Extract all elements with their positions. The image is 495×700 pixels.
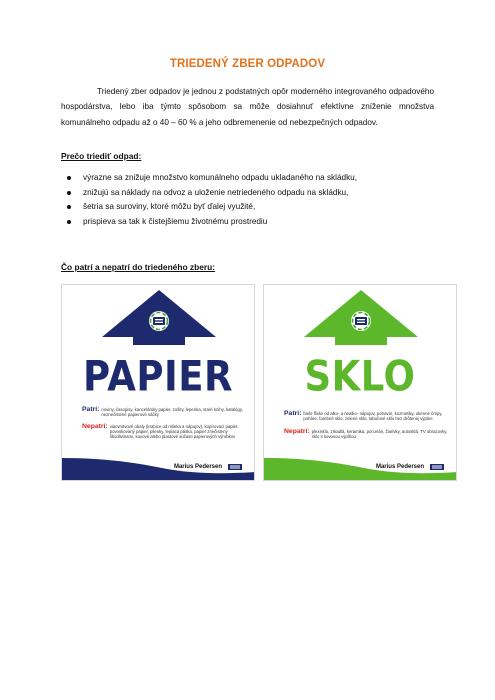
nepatri-block: [284, 428, 448, 439]
footer-band: [264, 450, 457, 480]
brand-name: Marius Pedersen: [375, 464, 424, 470]
patri-label: Patrí:: [284, 410, 302, 417]
sklo-sticker: [263, 284, 457, 481]
up-arrow-icon: [264, 285, 457, 349]
up-arrow-icon: [62, 285, 255, 349]
nepatri-text: plexisklo, zrkadlá, keramika, porcelán, žiarivky, autosklá, TV obrazovky, sklo s kovovou výplňou: [311, 429, 448, 439]
papier-title: PAPIER: [82, 352, 233, 401]
papier-sticker: [61, 284, 255, 481]
list-item: výrazne sa znižuje množstvo komunálneho odpadu ukladaného na skládku,: [61, 171, 357, 186]
brand-logo-icon: [430, 464, 444, 470]
list-item: šetria sa suroviny, ktoré môžu byť ďalej využité,: [61, 200, 357, 215]
patri-block: [284, 410, 448, 421]
document-title: TRIEDENÝ ZBER ODPADOV: [169, 58, 326, 70]
reasons-list: [61, 171, 357, 229]
list-item: prispieva sa tak k čistejšiemu životnému prostrediu: [61, 215, 357, 230]
patri-text: noviny, časopisy, kancelársky papier, zošity, lepenka, staré knihy, katalógy, neznečistené papierové sáčky: [101, 407, 243, 417]
brand-logo-icon: [228, 464, 242, 470]
intro-paragraph: Triedený zber odpadov je jednou z podstatných opôr moderného integrovaného odpadového hospodárstva, lebo iba týmto spôsobom sa môže dosiahnuť efektívne zníženie množstva komunálneho odpadu až o 40 – 60 % a jeho odbremenenie od nebezpečných odpadov.: [61, 87, 434, 127]
belongs-heading: Čo patrí a nepatrí do triedeného zberu:: [61, 262, 216, 272]
reasons-heading: Prečo triediť odpad:: [61, 151, 142, 161]
list-item: znižujú sa náklady na odvoz a uloženie netriedeného odpadu na skládku,: [61, 186, 357, 201]
nepatri-text: viacvrstvové obaly (krabice od mlieka a nápojov), kopírovací papier, povoskovaný papier, plienky, lepiaca páska, papier znečistený škodlivinami, kovové alebo plastové súčasti papierových výrobkov: [109, 424, 239, 439]
sklo-title: SKLO: [304, 352, 416, 401]
patri-block: [82, 406, 246, 417]
nepatri-label: Nepatrí:: [284, 428, 310, 435]
brand-name: Marius Pedersen: [173, 464, 222, 470]
nepatri-block: [82, 423, 246, 439]
patri-label: Patrí:: [82, 406, 100, 413]
nepatri-label: Nepatrí:: [82, 423, 108, 430]
patri-text: biele fľaše od alko- a nealko- nápojov, potravín, kozmetiky, okenné črepy, poháre, farebné sklo, zelené sklo, tabuľové sklo bez drôtenej výplne: [303, 411, 443, 421]
footer-band: [62, 450, 255, 480]
